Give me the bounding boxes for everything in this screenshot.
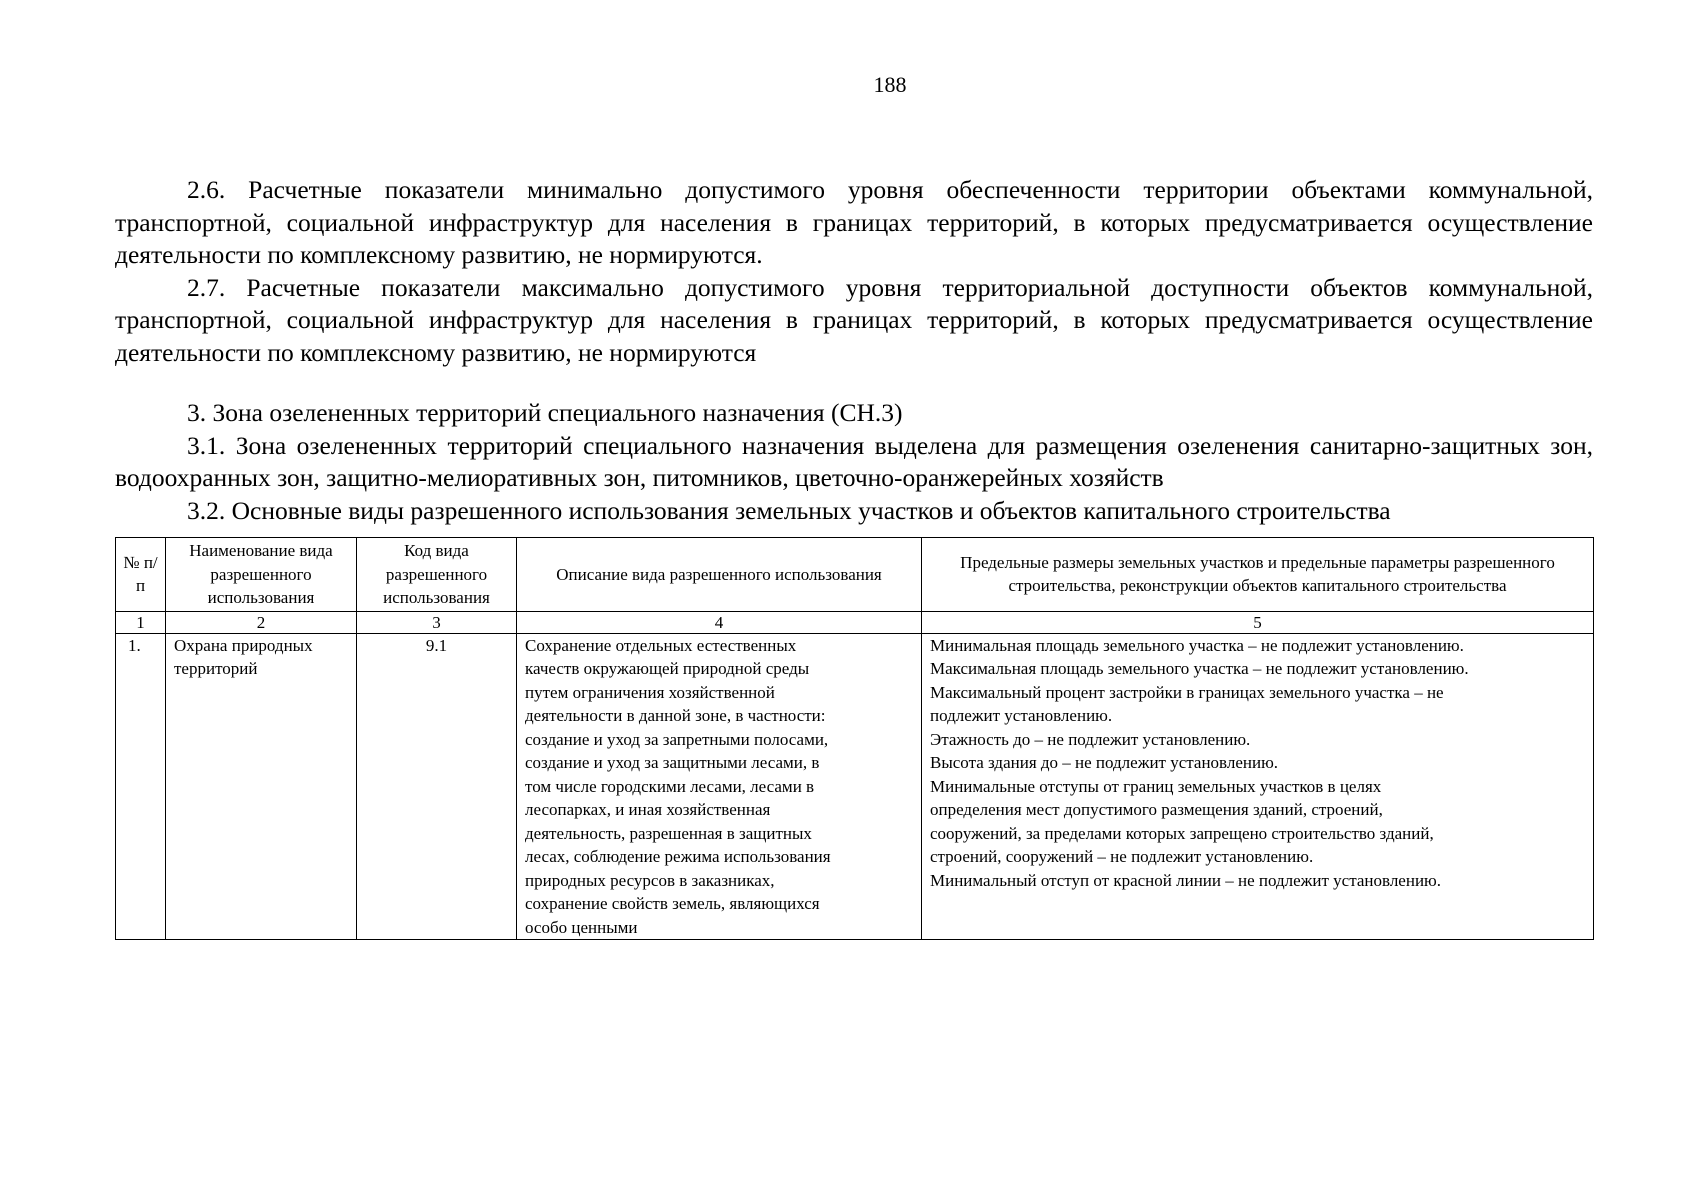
description-line: сохранение свойств земель, являющихся [525, 894, 820, 913]
limits-line: Минимальная площадь земельного участка – не подлежит установлению. [930, 635, 1464, 655]
table-header-row [116, 538, 1594, 612]
header-use-name: Наименование вида разрешенного использования [166, 538, 357, 612]
description-line: деятельность, разрешенная в защитных [525, 823, 812, 843]
header-number: № п/п [116, 538, 166, 612]
limits-line: сооружений, за пределами которых запрещено строительство зданий, [930, 823, 1434, 843]
description-line: природных ресурсов в заказниках, [525, 870, 775, 890]
header-limits: Предельные размеры земельных участков и предельные параметры разрешенного строительства, реконструкции объектов капитального строительства [922, 538, 1594, 612]
paragraph-3-2: 3.2. Основные виды разрешенного использования земельных участков и объектов капитального строительства [187, 495, 1391, 525]
page-number: 188 [873, 72, 907, 97]
column-number: 3 [357, 611, 517, 633]
column-number: 5 [922, 611, 1594, 633]
row-number: 1. [116, 633, 166, 940]
limits-line: определения мест допустимого размещения зданий, строений, [930, 800, 1383, 819]
paragraph-3-1: 3.1. Зона озелененных территорий специального назначения выделена для размещения озеленения санитарно-защитных зон, водоохранных зон, защитно-мелиоративных зон, питомников, цветочно-оранжерейных хозяйств [115, 430, 1593, 492]
description-line: особо ценными [525, 917, 638, 937]
row-limits [922, 633, 1594, 940]
table-row [116, 633, 1594, 940]
column-number: 4 [517, 611, 922, 633]
limits-line: Минимальные отступы от границ земельных участков в целях [930, 776, 1382, 796]
row-use-name: Охрана природных территорий [166, 633, 357, 940]
description-line: путем ограничения хозяйственной [525, 682, 775, 702]
description-line: создание и уход за запретными полосами, [525, 729, 829, 749]
row-use-code: 9.1 [357, 633, 517, 940]
limits-line: строений, сооружений – не подлежит установлению. [930, 847, 1314, 866]
document-body [115, 174, 1593, 940]
description-line: создание и уход за защитными лесами, в [525, 753, 820, 772]
permitted-use-table [115, 537, 1594, 940]
description-line: деятельности в данной зоне, в частности: [525, 706, 826, 725]
description-line: том числе городскими лесами, лесами в [525, 776, 815, 796]
paragraph-2-6: 2.6. Расчетные показатели минимально допустимого уровня обеспеченности территории объектами коммунальной, транспортной, социальной инфраструктур для населения в границах территорий, в которых предусматривается осуществление деятельности по комплексному развитию, не нормируются. [115, 175, 1593, 269]
description-line: Сохранение отдельных естественных [525, 635, 797, 655]
description-line: лесопарках, и иная хозяйственная [525, 800, 771, 819]
section-heading-3: 3. Зона озелененных территорий специального назначения (СН.3) [187, 398, 903, 427]
description-line: качеств окружающей природной среды [525, 659, 810, 678]
limits-line: Минимальный отступ от красной линии – не подлежит установлению. [930, 870, 1441, 890]
limits-line: Максимальная площадь земельного участка – не подлежит установлению. [930, 659, 1469, 678]
header-use-code: Код вида разрешенного использования [357, 538, 517, 612]
column-number-row [116, 611, 1594, 633]
column-number: 2 [166, 611, 357, 633]
column-number: 1 [116, 611, 166, 633]
limits-line: Максимальный процент застройки в границах земельного участка – не [930, 682, 1444, 702]
paragraph-2-7: 2.7. Расчетные показатели максимально допустимого уровня территориальной доступности объектов коммунальной, транспортной, социальной инфраструктур для населения в границах территорий, в которых предусматривается осуществление деятельности по комплексному развитию, не нормируются [115, 272, 1593, 367]
header-use-description: Описание вида разрешенного использования [517, 538, 922, 612]
row-use-description [517, 633, 922, 940]
limits-line: Этажность до – не подлежит установлению. [930, 729, 1251, 749]
limits-line: Высота здания до – не подлежит установлению. [930, 753, 1279, 772]
limits-line: подлежит установлению. [930, 706, 1113, 725]
description-line: лесах, соблюдение режима использования [525, 847, 831, 866]
